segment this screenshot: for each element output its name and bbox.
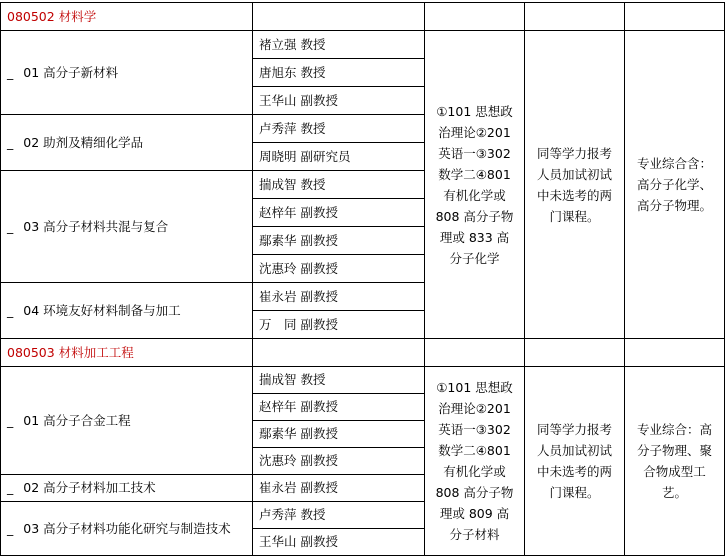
- table-row: [1, 367, 725, 394]
- research-direction: _ 03 高分子材料共混与复合: [1, 171, 253, 283]
- exam-subjects: ①101 思想政治理论②201 英语一③302 数学二④801 有机化学或 808 高分子物理或 809 高分子材料: [425, 367, 525, 556]
- empty-cell: [525, 3, 625, 31]
- supervisor: 崔永岩 副教授: [253, 475, 425, 502]
- supervisor: 沈惠玲 副教授: [253, 448, 425, 475]
- research-direction: _ 02 助剂及精细化学品: [1, 115, 253, 171]
- empty-cell: [253, 339, 425, 367]
- supervisor: 王华山 副教授: [253, 529, 425, 556]
- supervisor: 揣成智 教授: [253, 367, 425, 394]
- research-direction: _ 02 高分子材料加工技术: [1, 475, 253, 502]
- equivalent-note: 同等学力报考人员加试初试中未选考的两门课程。: [525, 31, 625, 339]
- empty-cell: [525, 339, 625, 367]
- comprehensive-subjects: 专业综合：高分子物理、聚合物成型工艺。: [625, 367, 725, 556]
- supervisor: 赵梓年 副教授: [253, 394, 425, 421]
- research-direction: _ 01 高分子合金工程: [1, 367, 253, 475]
- supervisor: 卢秀萍 教授: [253, 115, 425, 143]
- supervisor: 鄢素华 副教授: [253, 227, 425, 255]
- supervisor: 万 同 副教授: [253, 311, 425, 339]
- research-direction: _ 03 高分子材料功能化研究与制造技术: [1, 502, 253, 556]
- exam-subjects: ①101 思想政治理论②201 英语一③302 数学二④801 有机化学或 808 高分子物理或 833 高分子化学: [425, 31, 525, 339]
- equivalent-note: 同等学力报考人员加试初试中未选考的两门课程。: [525, 367, 625, 556]
- major-header-row: [1, 339, 725, 367]
- major-code-label: 080502 材料学: [1, 3, 253, 31]
- supervisor: 赵梓年 副教授: [253, 199, 425, 227]
- empty-cell: [425, 3, 525, 31]
- supervisor: 王华山 副教授: [253, 87, 425, 115]
- supervisor: 沈惠玲 副教授: [253, 255, 425, 283]
- major-code-label: 080503 材料加工工程: [1, 339, 253, 367]
- empty-cell: [253, 3, 425, 31]
- supervisor: 崔永岩 副教授: [253, 283, 425, 311]
- supervisor: 揣成智 教授: [253, 171, 425, 199]
- admissions-table: [0, 2, 725, 556]
- research-direction: _ 01 高分子新材料: [1, 31, 253, 115]
- research-direction: _ 04 环境友好材料制备与加工: [1, 283, 253, 339]
- major-header-row: [1, 3, 725, 31]
- supervisor: 卢秀萍 教授: [253, 502, 425, 529]
- supervisor: 周晓明 副研究员: [253, 143, 425, 171]
- empty-cell: [625, 3, 725, 31]
- supervisor: 唐旭东 教授: [253, 59, 425, 87]
- empty-cell: [425, 339, 525, 367]
- supervisor: 鄢素华 副教授: [253, 421, 425, 448]
- supervisor: 褚立强 教授: [253, 31, 425, 59]
- table-row: [1, 31, 725, 59]
- comprehensive-subjects: 专业综合含：高分子化学、高分子物理。: [625, 31, 725, 339]
- empty-cell: [625, 339, 725, 367]
